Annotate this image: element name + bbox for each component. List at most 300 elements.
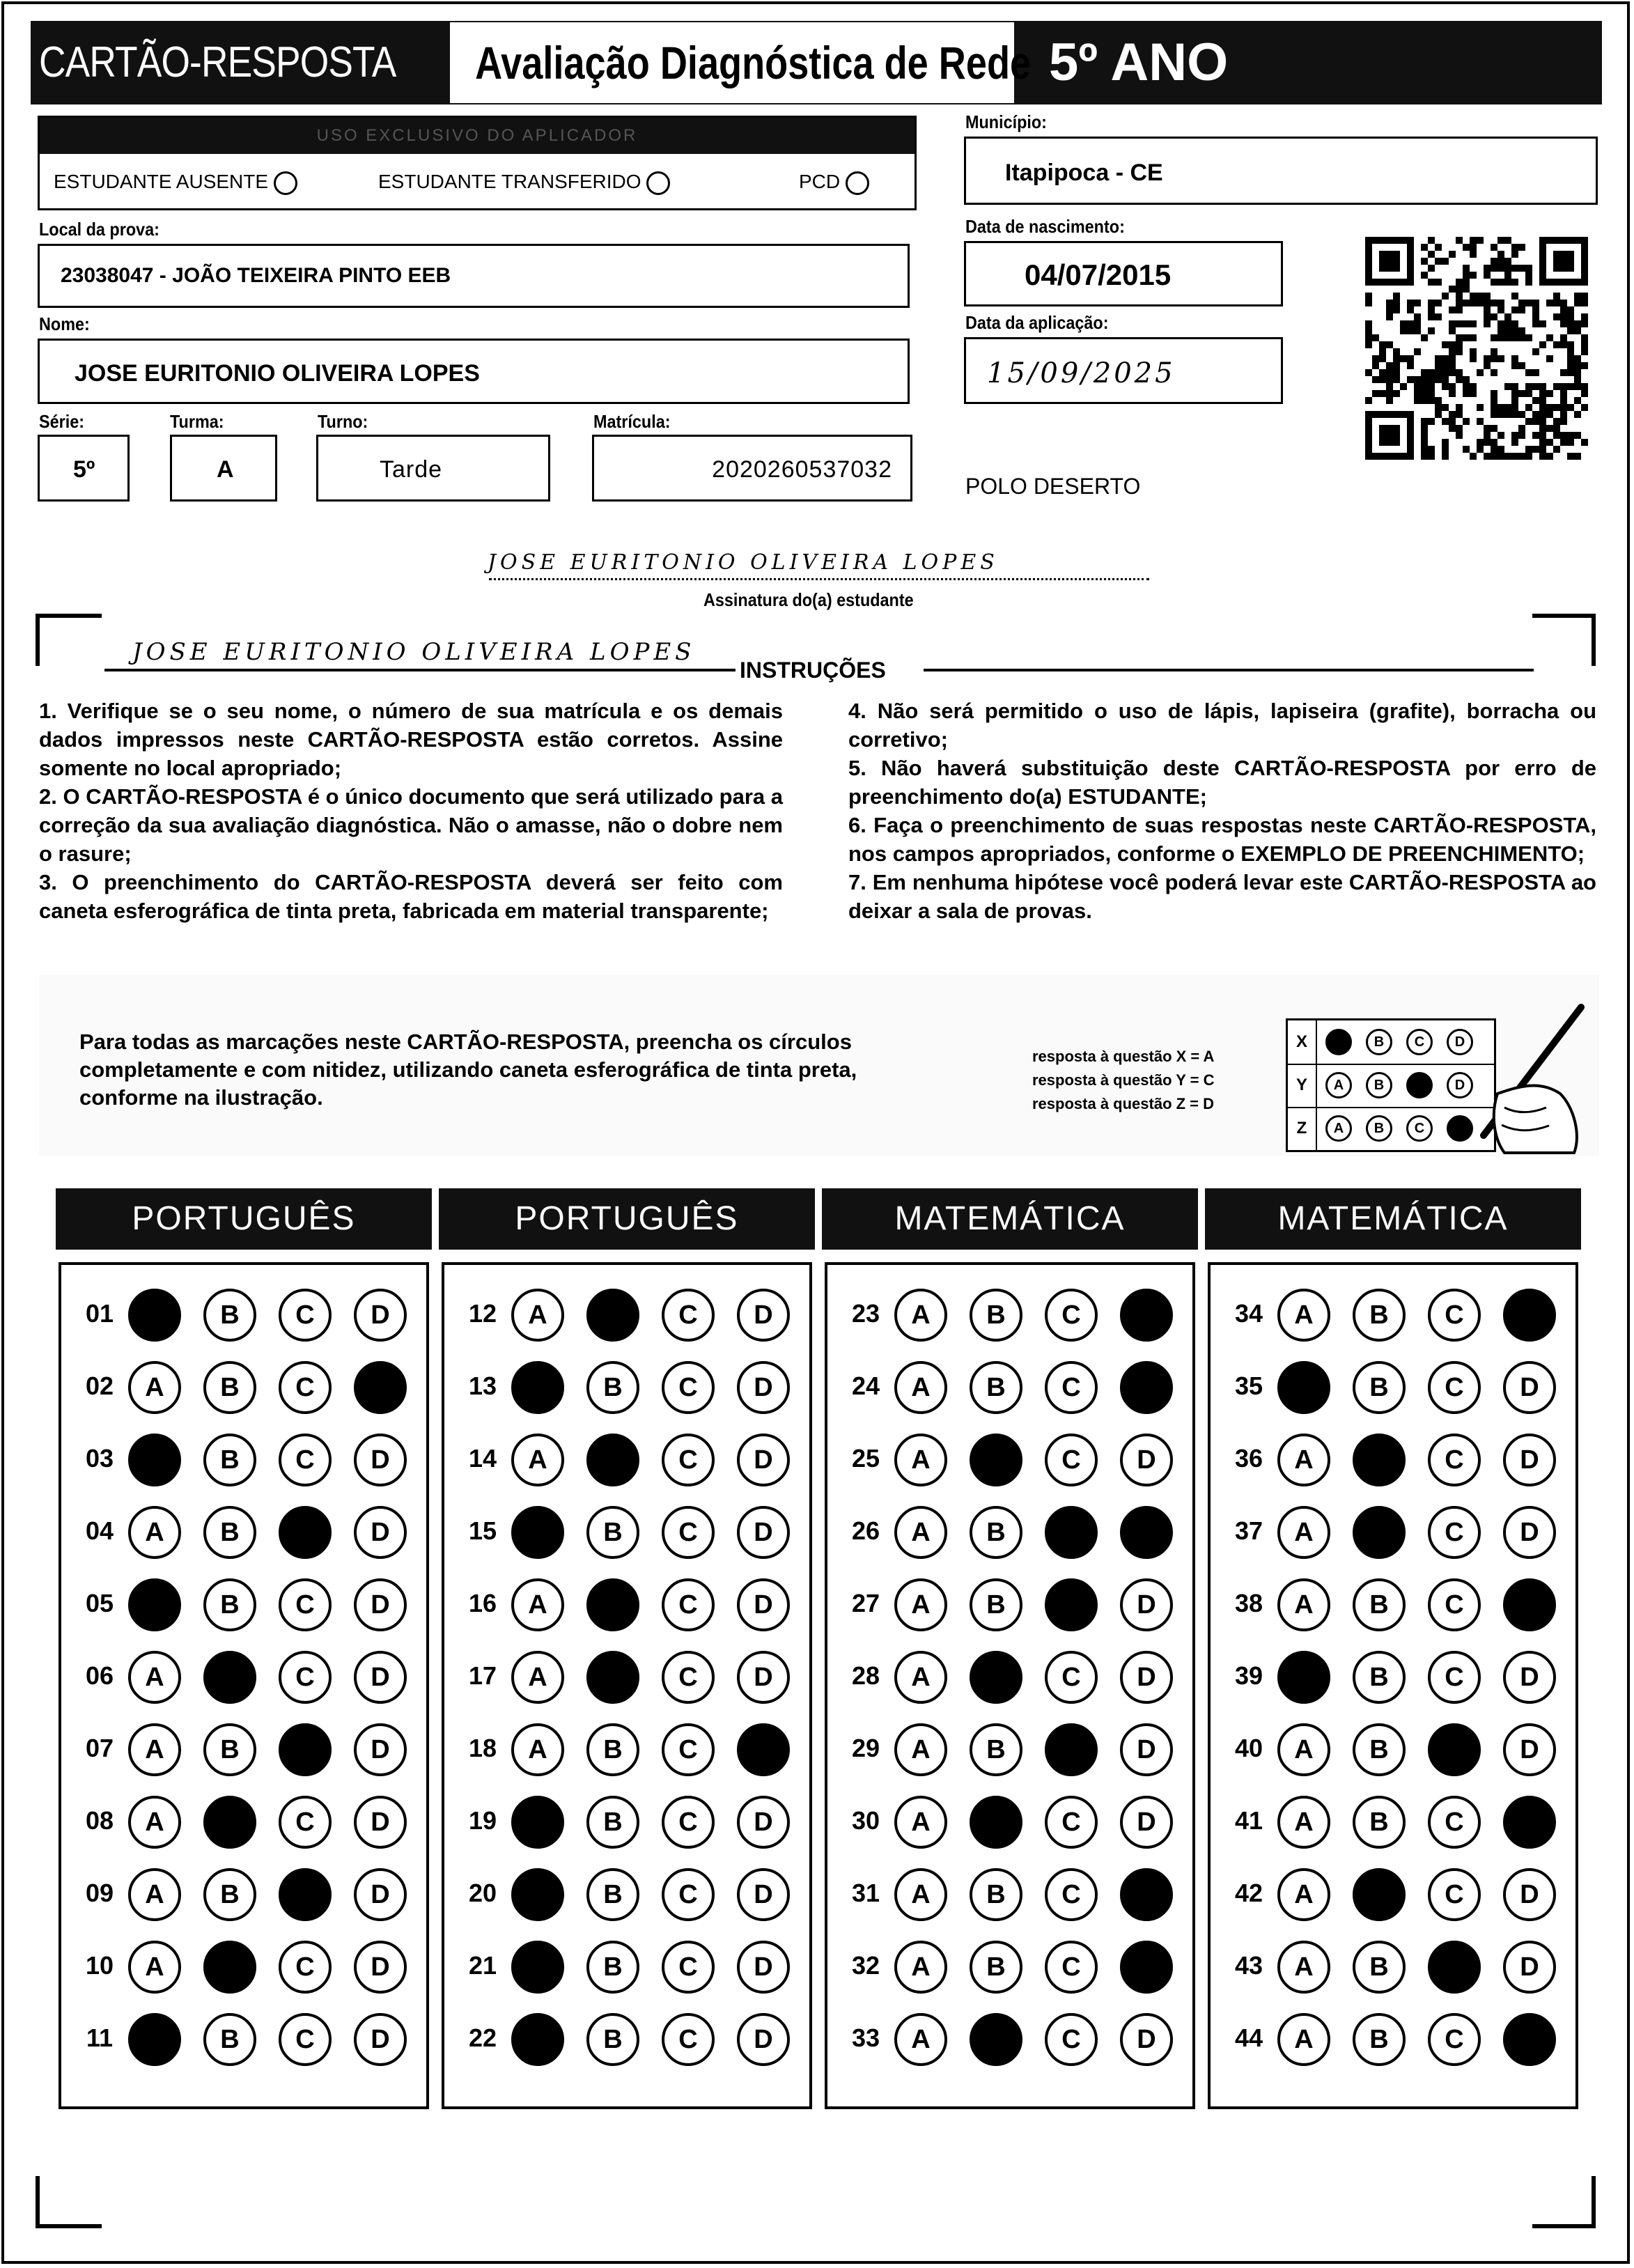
bubble-43-C[interactable]: C — [1428, 1941, 1481, 1994]
question-number: 07 — [85, 1734, 114, 1762]
bubble-17-D[interactable]: D — [737, 1651, 790, 1704]
bubble-08-A[interactable]: A — [128, 1796, 181, 1849]
bubble-19-B[interactable]: B — [586, 1796, 639, 1849]
bubble-22-A[interactable]: A — [511, 2013, 564, 2066]
question-number: 36 — [1234, 1444, 1263, 1473]
corner-mark-bottom-left — [35, 2173, 104, 2229]
bubble-31-C[interactable]: C — [1045, 1868, 1098, 1921]
matricula-label: Matrícula: — [593, 411, 671, 432]
question-number: 40 — [1234, 1734, 1263, 1762]
bubble-23-A[interactable]: A — [894, 1289, 947, 1342]
question-number: 18 — [468, 1734, 497, 1762]
bubble-29-D[interactable]: D — [1120, 1723, 1173, 1776]
bubble-05-D[interactable]: D — [354, 1578, 407, 1631]
bubble-39-D[interactable]: D — [1503, 1651, 1556, 1704]
bubble-06-C[interactable]: C — [279, 1651, 332, 1704]
bubble-26-C[interactable]: C — [1045, 1506, 1098, 1559]
bubble-36-D[interactable]: D — [1503, 1434, 1556, 1486]
bubble-12-B[interactable]: B — [586, 1289, 639, 1342]
question-row-02 — [75, 1358, 423, 1414]
aplicacao-value: 15/09/2025 — [987, 357, 1176, 389]
bubble-04-B[interactable]: B — [203, 1506, 256, 1559]
absent-option[interactable] — [54, 171, 297, 195]
bubble-12-D[interactable]: D — [737, 1289, 790, 1342]
bubble-30-B[interactable]: B — [970, 1796, 1022, 1849]
question-row-12 — [458, 1286, 807, 1342]
instruction-7: 7. Em nenhuma hipótese você poderá levar este CARTÃO-RESPOSTA ao deixar a sala de provas. — [848, 870, 1596, 923]
question-number: 32 — [851, 1951, 880, 1980]
question-row-32 — [841, 1938, 1190, 1994]
bubble-09-C[interactable]: C — [279, 1868, 332, 1921]
question-number: 09 — [85, 1879, 114, 1907]
bubble-33-A[interactable]: A — [894, 2013, 947, 2066]
bubble-33-B[interactable]: B — [970, 2013, 1022, 2066]
bubble-17-B[interactable]: B — [586, 1651, 639, 1704]
applicator-box — [38, 116, 917, 210]
question-number: 21 — [468, 1951, 497, 1980]
bubble-08-C[interactable]: C — [279, 1796, 332, 1849]
pcd-bubble[interactable] — [846, 171, 869, 195]
bubble-05-C[interactable]: C — [279, 1578, 332, 1631]
bubble-06-D[interactable]: D — [354, 1651, 407, 1704]
bubble-24-B[interactable]: B — [970, 1361, 1022, 1414]
bubble-07-A[interactable]: A — [128, 1723, 181, 1776]
bubble-23-D[interactable]: D — [1120, 1289, 1173, 1342]
question-row-15 — [458, 1503, 807, 1559]
example-bubble-X-A: A — [1325, 1029, 1352, 1055]
bubble-34-A[interactable]: A — [1277, 1289, 1330, 1342]
instructions-rule-left — [104, 669, 736, 671]
instruction-2: 2. O CARTÃO-RESPOSTA é o único documento que será utilizado para a correção da sua avaliação diagnóstica. Não o amasse, não o dobre nem o rasure; — [39, 784, 783, 866]
bubble-24-A[interactable]: A — [894, 1361, 947, 1414]
bubble-08-B[interactable]: B — [203, 1796, 256, 1849]
question-row-39 — [1224, 1648, 1573, 1704]
bubble-41-B[interactable]: B — [1353, 1796, 1406, 1849]
bubble-29-B[interactable]: B — [970, 1723, 1022, 1776]
question-row-38 — [1224, 1576, 1573, 1631]
question-number: 41 — [1234, 1806, 1263, 1835]
question-row-35 — [1224, 1358, 1573, 1414]
bubble-17-C[interactable]: C — [662, 1651, 715, 1704]
bubble-15-B[interactable]: B — [586, 1506, 639, 1559]
bubble-28-B[interactable]: B — [970, 1651, 1022, 1704]
name-value: JOSE EURITONIO OLIVEIRA LOPES — [75, 360, 480, 387]
example-bubble-Z-A: A — [1325, 1115, 1352, 1142]
bubble-27-A[interactable]: A — [894, 1578, 947, 1631]
bubble-37-B[interactable]: B — [1353, 1506, 1406, 1559]
bubble-21-A[interactable]: A — [511, 1941, 564, 1994]
bubble-37-C[interactable]: C — [1428, 1506, 1481, 1559]
bubble-41-D[interactable]: D — [1503, 1796, 1556, 1849]
bubble-20-D[interactable]: D — [737, 1868, 790, 1921]
example-row-label: Y — [1288, 1064, 1317, 1107]
question-number: 26 — [851, 1516, 880, 1545]
bubble-14-D[interactable]: D — [737, 1434, 790, 1486]
turno-value: Tarde — [380, 456, 443, 483]
bubble-30-D[interactable]: D — [1120, 1796, 1173, 1849]
bubble-22-D[interactable]: D — [737, 2013, 790, 2066]
bubble-21-D[interactable]: D — [737, 1941, 790, 1994]
bubble-17-A[interactable]: A — [511, 1651, 564, 1704]
bubble-14-A[interactable]: A — [511, 1434, 564, 1486]
example-bubble-X-C: C — [1406, 1029, 1433, 1055]
bubble-18-A[interactable]: A — [511, 1723, 564, 1776]
bubble-42-A[interactable]: A — [1277, 1868, 1330, 1921]
bubble-18-D[interactable]: D — [737, 1723, 790, 1776]
bubble-03-B[interactable]: B — [203, 1434, 256, 1486]
municipio-box — [964, 137, 1598, 205]
example-bubble-Z-C: C — [1406, 1115, 1433, 1142]
bubble-32-B[interactable]: B — [970, 1941, 1022, 1994]
question-number: 39 — [1234, 1661, 1263, 1690]
example-row-label: X — [1288, 1020, 1317, 1064]
bubble-44-A[interactable]: A — [1277, 2013, 1330, 2066]
bubble-12-C[interactable]: C — [662, 1289, 715, 1342]
transferred-label: ESTUDANTE TRANSFERIDO — [378, 171, 641, 192]
bubble-42-B[interactable]: B — [1353, 1868, 1406, 1921]
bubble-20-C[interactable]: C — [662, 1868, 715, 1921]
bubble-37-A[interactable]: A — [1277, 1506, 1330, 1559]
bubble-12-A[interactable]: A — [511, 1289, 564, 1342]
instruction-1: 1. Verifique se o seu nome, o número de sua matrícula e os demais dados impressos neste CARTÃO-RESPOSTA estão corretos. Assine somente no local apropriado; — [39, 699, 783, 780]
bubble-25-D[interactable]: D — [1120, 1434, 1173, 1486]
question-row-05 — [75, 1576, 423, 1631]
bubble-38-B[interactable]: B — [1353, 1578, 1406, 1631]
question-row-41 — [1224, 1793, 1573, 1849]
bubble-25-B[interactable]: B — [970, 1434, 1022, 1486]
bubble-32-D[interactable]: D — [1120, 1941, 1173, 1994]
bubble-04-A[interactable]: A — [128, 1506, 181, 1559]
bubble-09-B[interactable]: B — [203, 1868, 256, 1921]
question-number: 27 — [851, 1589, 880, 1617]
turma-box — [170, 435, 277, 502]
example-bubble-Y-B: B — [1366, 1072, 1392, 1098]
bubble-34-C[interactable]: C — [1428, 1289, 1481, 1342]
example-bubble-X-B: B — [1366, 1029, 1392, 1055]
bubble-21-C[interactable]: C — [662, 1941, 715, 1994]
question-row-01 — [75, 1286, 423, 1342]
bubble-27-C[interactable]: C — [1045, 1578, 1098, 1631]
question-row-28 — [841, 1648, 1190, 1704]
aplicacao-label: Data da aplicação: — [965, 312, 1109, 333]
question-row-11 — [75, 2010, 423, 2066]
question-number: 20 — [468, 1879, 497, 1907]
bubble-06-B[interactable]: B — [203, 1651, 256, 1704]
instruction-6: 6. Faça o preenchimento de suas respostas neste CARTÃO-RESPOSTA, nos campos apropriados, conforme o EXEMPLO DE PREENCHIMENTO; — [848, 813, 1596, 866]
bubble-31-A[interactable]: A — [894, 1868, 947, 1921]
local-label: Local da prova: — [39, 219, 159, 240]
corner-mark-top-left — [35, 613, 104, 669]
bubble-41-A[interactable]: A — [1277, 1796, 1330, 1849]
bubble-16-C[interactable]: C — [662, 1578, 715, 1631]
bubble-22-C[interactable]: C — [662, 2013, 715, 2066]
column-title-2: PORTUGUÊS — [439, 1188, 815, 1250]
bubble-39-C[interactable]: C — [1428, 1651, 1481, 1704]
example-bubble-Y-A: A — [1325, 1072, 1352, 1098]
bubble-34-D[interactable]: D — [1503, 1289, 1556, 1342]
question-row-27 — [841, 1576, 1190, 1631]
corner-mark-top-right — [1530, 613, 1599, 669]
corner-mark-bottom-right — [1530, 2173, 1599, 2229]
bubble-44-D[interactable]: D — [1503, 2013, 1556, 2066]
bubble-02-C[interactable]: C — [279, 1361, 332, 1414]
question-row-44 — [1224, 2010, 1573, 2066]
bubble-15-C[interactable]: C — [662, 1506, 715, 1559]
bubble-13-A[interactable]: A — [511, 1361, 564, 1414]
bubble-14-C[interactable]: C — [662, 1434, 715, 1486]
bubble-13-C[interactable]: C — [662, 1361, 715, 1414]
qr-code — [1365, 237, 1588, 460]
question-number: 10 — [85, 1951, 114, 1980]
bubble-26-A[interactable]: A — [894, 1506, 947, 1559]
example-legend-z: resposta à questão Z = D — [1032, 1095, 1215, 1112]
question-number: 38 — [1234, 1589, 1263, 1617]
question-row-07 — [75, 1721, 423, 1776]
bubble-14-B[interactable]: B — [586, 1434, 639, 1486]
bubble-30-C[interactable]: C — [1045, 1796, 1098, 1849]
bubble-44-C[interactable]: C — [1428, 2013, 1481, 2066]
bubble-38-C[interactable]: C — [1428, 1578, 1481, 1631]
question-number: 12 — [468, 1299, 497, 1328]
absent-label: ESTUDANTE AUSENTE — [54, 171, 269, 192]
bubble-07-D[interactable]: D — [354, 1723, 407, 1776]
bubble-20-B[interactable]: B — [586, 1868, 639, 1921]
bubble-10-D[interactable]: D — [354, 1941, 407, 1994]
bubble-18-B[interactable]: B — [586, 1723, 639, 1776]
bubble-24-C[interactable]: C — [1045, 1361, 1098, 1414]
bubble-15-D[interactable]: D — [737, 1506, 790, 1559]
bubble-10-C[interactable]: C — [279, 1941, 332, 1994]
header-left-title: CARTÃO-RESPOSTA — [39, 38, 396, 86]
bubble-16-A[interactable]: A — [511, 1578, 564, 1631]
bubble-22-B[interactable]: B — [586, 2013, 639, 2066]
question-number: 17 — [468, 1661, 497, 1690]
student-signature: JOSE EURITONIO OLIVEIRA LOPES — [488, 550, 999, 575]
serie-label: Série: — [39, 411, 85, 432]
bubble-20-A[interactable]: A — [511, 1868, 564, 1921]
polo-text: POLO DESERTO — [965, 474, 1141, 499]
bubble-23-B[interactable]: B — [970, 1289, 1022, 1342]
bubble-40-B[interactable]: B — [1353, 1723, 1406, 1776]
bubble-23-C[interactable]: C — [1045, 1289, 1098, 1342]
bubble-09-D[interactable]: D — [354, 1868, 407, 1921]
bubble-08-D[interactable]: D — [354, 1796, 407, 1849]
instruction-4: 4. Não será permitido o uso de lápis, lapiseira (grafite), borracha ou corretivo; — [848, 699, 1596, 752]
bubble-36-C[interactable]: C — [1428, 1434, 1481, 1486]
local-value: 23038047 - JOÃO TEIXEIRA PINTO EEB — [61, 264, 451, 287]
example-legend-y: resposta à questão Y = C — [1032, 1071, 1215, 1089]
applicator-banner: USO EXCLUSIVO DO APLICADOR — [40, 118, 915, 154]
municipio-label: Município: — [965, 111, 1047, 132]
bubble-35-C[interactable]: C — [1428, 1361, 1481, 1414]
question-number: 11 — [86, 2024, 114, 2052]
bubble-40-A[interactable]: A — [1277, 1723, 1330, 1776]
bubble-19-D[interactable]: D — [737, 1796, 790, 1849]
header-right-title: 5º ANO — [1049, 33, 1229, 92]
pcd-label: PCD — [799, 171, 841, 192]
bubble-04-D[interactable]: D — [354, 1506, 407, 1559]
bubble-07-C[interactable]: C — [279, 1723, 332, 1776]
bubble-30-A[interactable]: A — [894, 1796, 947, 1849]
bubble-02-B[interactable]: B — [203, 1361, 256, 1414]
bubble-02-A[interactable]: A — [128, 1361, 181, 1414]
instructions-rule-right — [924, 669, 1534, 671]
bubble-43-A[interactable]: A — [1277, 1941, 1330, 1994]
bubble-16-D[interactable]: D — [737, 1578, 790, 1631]
question-row-09 — [75, 1865, 423, 1921]
pcd-option[interactable] — [799, 171, 869, 195]
bubble-29-C[interactable]: C — [1045, 1723, 1098, 1776]
question-row-17 — [458, 1648, 807, 1704]
bubble-26-D[interactable]: D — [1120, 1506, 1173, 1559]
question-number: 15 — [468, 1516, 497, 1545]
question-number: 44 — [1234, 2024, 1263, 2052]
bubble-39-B[interactable]: B — [1353, 1651, 1406, 1704]
bubble-25-C[interactable]: C — [1045, 1434, 1098, 1486]
bubble-06-A[interactable]: A — [128, 1651, 181, 1704]
instructions-title: INSTRUÇÕES — [740, 658, 886, 683]
bubble-43-D[interactable]: D — [1503, 1941, 1556, 1994]
bubble-41-C[interactable]: C — [1428, 1796, 1481, 1849]
example-bubble-Y-D: D — [1447, 1072, 1473, 1098]
example-row-label: Z — [1288, 1107, 1317, 1150]
bubble-11-C[interactable]: C — [279, 2013, 332, 2066]
bubble-31-D[interactable]: D — [1120, 1868, 1173, 1921]
question-number: 33 — [851, 2024, 880, 2052]
question-row-08 — [75, 1793, 423, 1849]
question-number: 01 — [85, 1299, 114, 1328]
question-number: 05 — [85, 1589, 114, 1617]
question-number: 29 — [851, 1734, 880, 1762]
bubble-13-B[interactable]: B — [586, 1361, 639, 1414]
bubble-38-A[interactable]: A — [1277, 1578, 1330, 1631]
example-bubble-Z-D: D — [1447, 1115, 1473, 1142]
transferred-bubble[interactable] — [646, 171, 670, 195]
bubble-10-A[interactable]: A — [128, 1941, 181, 1994]
bubble-26-B[interactable]: B — [970, 1506, 1022, 1559]
bubble-36-B[interactable]: B — [1353, 1434, 1406, 1486]
bubble-27-B[interactable]: B — [970, 1578, 1022, 1631]
bubble-42-C[interactable]: C — [1428, 1868, 1481, 1921]
bubble-38-D[interactable]: D — [1503, 1578, 1556, 1631]
bubble-02-D[interactable]: D — [354, 1361, 407, 1414]
question-row-34 — [1224, 1286, 1573, 1342]
question-row-25 — [841, 1431, 1190, 1486]
bubble-31-B[interactable]: B — [970, 1868, 1022, 1921]
serie-box — [38, 435, 130, 502]
instruction-3: 3. O preenchimento do CARTÃO-RESPOSTA deverá ser feito com caneta esferográfica de tinta preta, fabricada em material transparente; — [39, 870, 783, 923]
bubble-34-B[interactable]: B — [1353, 1289, 1406, 1342]
bubble-11-B[interactable]: B — [203, 2013, 256, 2066]
bubble-09-A[interactable]: A — [128, 1868, 181, 1921]
bubble-15-A[interactable]: A — [511, 1506, 564, 1559]
bubble-37-D[interactable]: D — [1503, 1506, 1556, 1559]
question-row-33 — [841, 2010, 1190, 2066]
bubble-28-C[interactable]: C — [1045, 1651, 1098, 1704]
bubble-07-B[interactable]: B — [203, 1723, 256, 1776]
bubble-05-B[interactable]: B — [203, 1578, 256, 1631]
header-center-title: Avaliação Diagnóstica de Rede — [475, 37, 1032, 88]
bubble-19-C[interactable]: C — [662, 1796, 715, 1849]
bubble-11-A[interactable]: A — [128, 2013, 181, 2066]
bubble-32-A[interactable]: A — [894, 1941, 947, 1994]
bubble-01-A[interactable]: A — [128, 1289, 181, 1342]
bubble-40-C[interactable]: C — [1428, 1723, 1481, 1776]
question-row-19 — [458, 1793, 807, 1849]
bubble-42-D[interactable]: D — [1503, 1868, 1556, 1921]
bubble-35-A[interactable]: A — [1277, 1361, 1330, 1414]
bubble-16-B[interactable]: B — [586, 1578, 639, 1631]
column-title-1: PORTUGUÊS — [56, 1188, 432, 1250]
bubble-35-D[interactable]: D — [1503, 1361, 1556, 1414]
bubble-28-D[interactable]: D — [1120, 1651, 1173, 1704]
bubble-24-D[interactable]: D — [1120, 1361, 1173, 1414]
bubble-36-A[interactable]: A — [1277, 1434, 1330, 1486]
question-number: 04 — [85, 1516, 114, 1545]
bubble-19-A[interactable]: A — [511, 1796, 564, 1849]
bubble-11-D[interactable]: D — [354, 2013, 407, 2066]
signature-line — [489, 578, 1149, 580]
bubble-01-C[interactable]: C — [279, 1289, 332, 1342]
bubble-28-A[interactable]: A — [894, 1651, 947, 1704]
turno-label: Turno: — [318, 411, 368, 432]
bubble-01-D[interactable]: D — [354, 1289, 407, 1342]
bubble-03-A[interactable]: A — [128, 1434, 181, 1486]
question-number: 37 — [1234, 1516, 1263, 1545]
absent-bubble[interactable] — [274, 171, 297, 195]
bubble-33-D[interactable]: D — [1120, 2013, 1173, 2066]
question-row-37 — [1224, 1503, 1573, 1559]
question-row-22 — [458, 2010, 807, 2066]
bubble-04-C[interactable]: C — [279, 1506, 332, 1559]
name-label: Nome: — [39, 313, 90, 334]
bubble-29-A[interactable]: A — [894, 1723, 947, 1776]
bubble-27-D[interactable]: D — [1120, 1578, 1173, 1631]
question-row-14 — [458, 1431, 807, 1486]
bubble-43-B[interactable]: B — [1353, 1941, 1406, 1994]
bubble-32-C[interactable]: C — [1045, 1941, 1098, 1994]
question-row-20 — [458, 1865, 807, 1921]
example-legend-x: resposta à questão X = A — [1032, 1048, 1215, 1065]
bubble-40-D[interactable]: D — [1503, 1723, 1556, 1776]
question-row-29 — [841, 1721, 1190, 1776]
bubble-39-A[interactable]: A — [1277, 1651, 1330, 1704]
bubble-35-B[interactable]: B — [1353, 1361, 1406, 1414]
bubble-03-D[interactable]: D — [354, 1434, 407, 1486]
instructions-right — [848, 697, 1596, 925]
bubble-33-C[interactable]: C — [1045, 2013, 1098, 2066]
hand-with-pen-illustration — [1456, 1003, 1595, 1156]
question-row-24 — [841, 1358, 1190, 1414]
bubble-05-A[interactable]: A — [128, 1578, 181, 1631]
bubble-13-D[interactable]: D — [737, 1361, 790, 1414]
aplicacao-box — [964, 337, 1283, 404]
bubble-44-B[interactable]: B — [1353, 2013, 1406, 2066]
transferred-option[interactable] — [378, 171, 670, 195]
bubble-18-C[interactable]: C — [662, 1723, 715, 1776]
bubble-25-A[interactable]: A — [894, 1434, 947, 1486]
local-box — [38, 244, 910, 308]
nascimento-value: 04/07/2015 — [1025, 258, 1172, 291]
matricula-value: 2020260537032 — [712, 456, 892, 483]
bubble-03-C[interactable]: C — [279, 1434, 332, 1486]
bubble-10-B[interactable]: B — [203, 1941, 256, 1994]
header-center-box — [450, 22, 1032, 103]
bubble-21-B[interactable]: B — [586, 1941, 639, 1994]
question-row-10 — [75, 1938, 423, 1994]
bubble-01-B[interactable]: B — [203, 1289, 256, 1342]
question-number: 14 — [468, 1444, 497, 1473]
